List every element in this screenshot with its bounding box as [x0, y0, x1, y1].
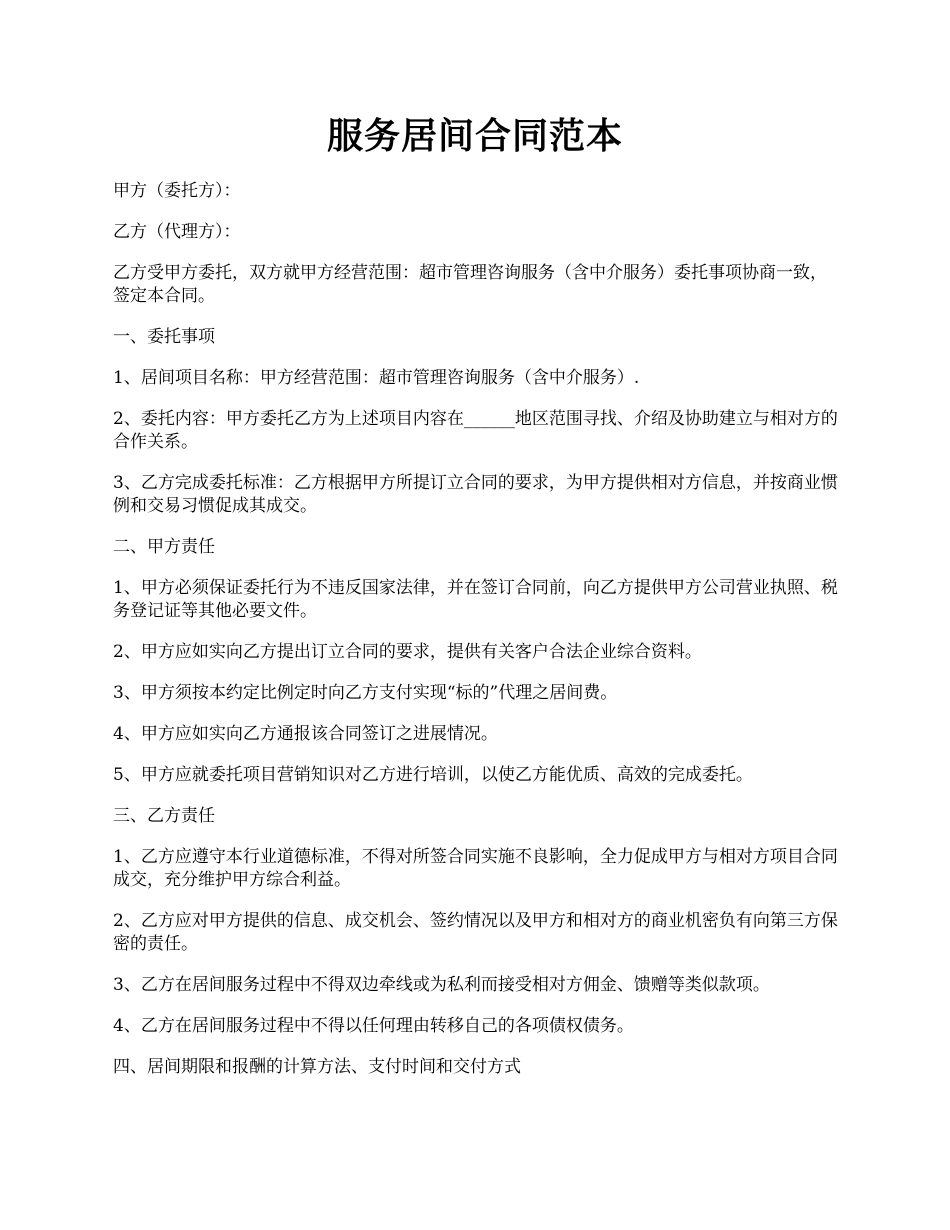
clause-2-1: 1、甲方必须保证委托行为不违反国家法律，并在签订合同前，向乙方提供甲方公司营业执照、税务登记证等其他必要文件。	[113, 578, 838, 621]
section-heading-4: 四、居间期限和报酬的计算方法、支付时间和交付方式	[113, 1057, 521, 1077]
party-b-line: 乙方（代理方）：	[113, 222, 241, 242]
clause-3-1: 1、乙方应遵守本行业道德标准，不得对所签合同实施不良影响，全力促成甲方与相对方项目合同成交，充分维护甲方综合利益。	[113, 847, 838, 890]
clause-3-2: 2、乙方应对甲方提供的信息、成交机会、签约情况以及甲方和相对方的商业机密负有向第三方保密的责任。	[113, 911, 838, 954]
intro-paragraph: 乙方受甲方委托，双方就甲方经营范围：超市管理咨询服务（含中介服务）委托事项协商一致，签定本合同。	[113, 263, 827, 306]
clause-3-4: 4、乙方在居间服务过程中不得以任何理由转移自己的各项债权债务。	[113, 1016, 634, 1036]
clause-2-4: 4、甲方应如实向乙方通报该合同签订之进展情况。	[113, 724, 498, 744]
clause-1-1: 1、居间项目名称：甲方经营范围：超市管理咨询服务（含中介服务）.	[113, 368, 640, 388]
clause-1-2: 2、委托内容：甲方委托乙方为上述项目内容在______地区范围寻找、介绍及协助建立与相对方的合作关系。	[113, 409, 838, 452]
section-heading-3: 三、乙方责任	[113, 806, 215, 826]
section-heading-1: 一、委托事项	[113, 327, 215, 347]
clause-2-3: 3、甲方须按本约定比例定时向乙方支付实现“标的”代理之居间费。	[113, 683, 618, 703]
document-body	[113, 180, 838, 1097]
clause-2-5: 5、甲方应就委托项目营销知识对乙方进行培训，以使乙方能优质、高效的完成委托。	[113, 765, 753, 785]
document-title: 服务居间合同范本	[326, 115, 623, 157]
clause-3-3: 3、乙方在居间服务过程中不得双边牵线或为私利而接受相对方佣金、馈赠等类似款项。	[113, 975, 770, 995]
clause-1-3: 3、乙方完成委托标准：乙方根据甲方所提订立合同的要求，为甲方提供相对方信息，并按商业惯例和交易习惯促成其成交。	[113, 473, 838, 516]
party-a-line: 甲方（委托方）：	[113, 181, 241, 201]
clause-2-2: 2、甲方应如实向乙方提出订立合同的要求，提供有关客户合法企业综合资料。	[113, 642, 702, 662]
section-heading-2: 二、甲方责任	[113, 537, 215, 557]
